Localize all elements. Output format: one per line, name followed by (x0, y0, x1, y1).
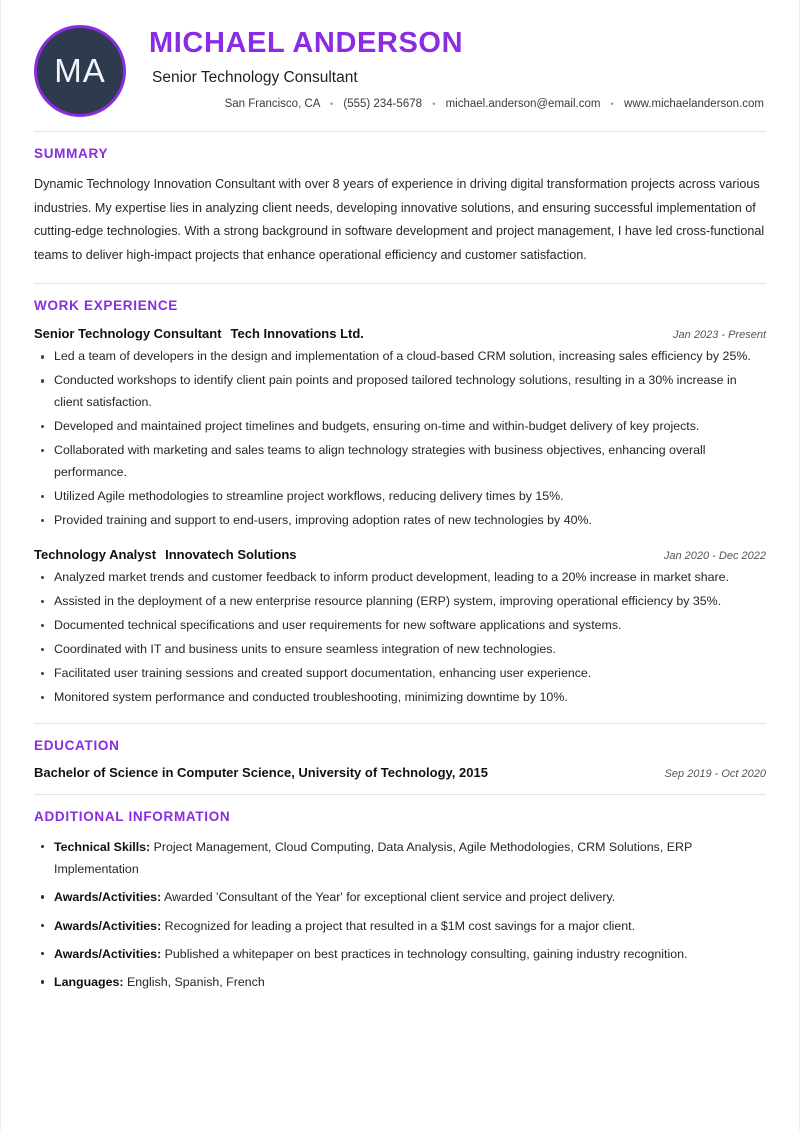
experience-role: Senior Technology Consultant (34, 326, 222, 342)
list-item: Analyzed market trends and customer feedback to inform product development, leading to a 20% increase in market share. (34, 567, 766, 589)
experience-title-group (34, 325, 364, 343)
list-item: Utilized Agile methodologies to streamline project workflows, reducing delivery times by 15%. (34, 486, 766, 508)
resume-header (34, 0, 766, 127)
section-title-work-experience: WORK EXPERIENCE (34, 298, 179, 314)
experience-entry-header (34, 546, 766, 564)
experience-dates: Jan 2020 - Dec 2022 (663, 549, 766, 562)
section-work-experience (34, 283, 766, 708)
header-job-title: Senior Technology Consultant (152, 68, 358, 86)
info-value: Awarded 'Consultant of the Year' for exceptional client service and project delivery. (163, 890, 616, 905)
education-dates: Sep 2019 - Oct 2020 (664, 767, 766, 780)
contact-location: San Francisco, CA (224, 97, 320, 110)
list-item: Conducted workshops to identify client pain points and proposed tailored technology solutions, resulting in a 30% increase in client satisfaction. (34, 370, 766, 414)
list-item (34, 836, 766, 881)
info-value: English, Spanish, French (127, 975, 265, 990)
contact-separator-icon: • (432, 98, 436, 109)
info-value: Project Management, Cloud Computing, Data Analysis, Agile Methodologies, CRM Solutions, ERP Implementation (54, 839, 692, 876)
list-item: Monitored system performance and conducted troubleshooting, minimizing downtime by 10%. (34, 687, 766, 709)
info-label: Awards/Activities: (54, 918, 162, 933)
experience-entry (34, 546, 766, 709)
info-value: Published a whitepaper on best practices in technology consulting, gaining industry recognition. (164, 946, 688, 961)
section-additional-information (34, 794, 766, 994)
contact-info (149, 98, 766, 110)
contact-separator-icon: • (610, 98, 614, 109)
list-item: Led a team of developers in the design and implementation of a cloud-based CRM solution, increasing sales efficiency by 25%. (34, 346, 766, 368)
experience-company: Tech Innovations Ltd. (230, 326, 364, 342)
list-item: Documented technical specifications and user requirements for new software applications and systems. (34, 615, 766, 637)
contact-email[interactable]: michael.anderson@email.com (445, 97, 601, 110)
list-item (34, 886, 766, 908)
info-label: Technical Skills: (54, 839, 151, 854)
section-summary (34, 131, 766, 267)
list-item (34, 971, 766, 993)
info-label: Awards/Activities: (54, 946, 162, 961)
header-text-block (126, 22, 766, 110)
experience-role: Technology Analyst (34, 546, 157, 562)
experience-bullet-list (34, 567, 766, 709)
experience-title-group (34, 546, 297, 564)
education-entry (34, 765, 766, 780)
section-title-education: EDUCATION (34, 737, 120, 753)
experience-entry (34, 325, 766, 532)
avatar-initials: MA (54, 52, 106, 89)
experience-dates: Jan 2023 - Present (673, 329, 766, 342)
experience-company: Innovatech Solutions (165, 546, 297, 562)
experience-bullet-list (34, 346, 766, 532)
section-title-additional-information: ADDITIONAL INFORMATION (34, 808, 231, 824)
additional-information-list (34, 836, 766, 994)
list-item: Collaborated with marketing and sales teams to align technology strategies with business objectives, enhancing overall performance. (34, 440, 766, 484)
summary-text: Dynamic Technology Innovation Consultant with over 8 years of experience in driving digital transformation projects across various industries. My expertise lies in analyzing client needs, developing innovative solutions, and ensuring successful implementation of cutting-edge technologies. With a strong background in software development and project management, I have led cross-functional teams to deliver high-impact projects that enhance operational efficiency and customer satisfaction. (34, 177, 765, 262)
info-label: Languages: (54, 975, 124, 990)
list-item: Provided training and support to end-users, improving adoption rates of new technologies by 40%. (34, 510, 766, 532)
list-item (34, 943, 766, 965)
contact-phone: (555) 234-5678 (343, 97, 423, 110)
list-item: Developed and maintained project timelines and budgets, ensuring on-time and within-budget delivery of key projects. (34, 416, 766, 438)
avatar (34, 25, 126, 117)
list-item: Facilitated user training sessions and created support documentation, enhancing user experience. (34, 663, 766, 685)
experience-entry-header (34, 325, 766, 343)
contact-separator-icon: • (330, 98, 334, 109)
list-item: Coordinated with IT and business units to ensure seamless integration of new technologies. (34, 639, 766, 661)
info-label: Awards/Activities: (54, 890, 162, 905)
education-degree: Bachelor of Science in Computer Science, University of Technology, 2015 (34, 764, 488, 780)
list-item: Assisted in the deployment of a new enterprise resource planning (ERP) system, improving operational efficiency by 35%. (34, 591, 766, 613)
section-title-summary: SUMMARY (34, 146, 109, 161)
contact-website[interactable]: www.michaelanderson.com (624, 97, 764, 110)
section-education (34, 723, 766, 780)
page-title: MICHAEL ANDERSON (149, 27, 464, 59)
info-value: Recognized for leading a project that resulted in a $1M cost savings for a major client. (164, 918, 636, 933)
list-item (34, 915, 766, 937)
